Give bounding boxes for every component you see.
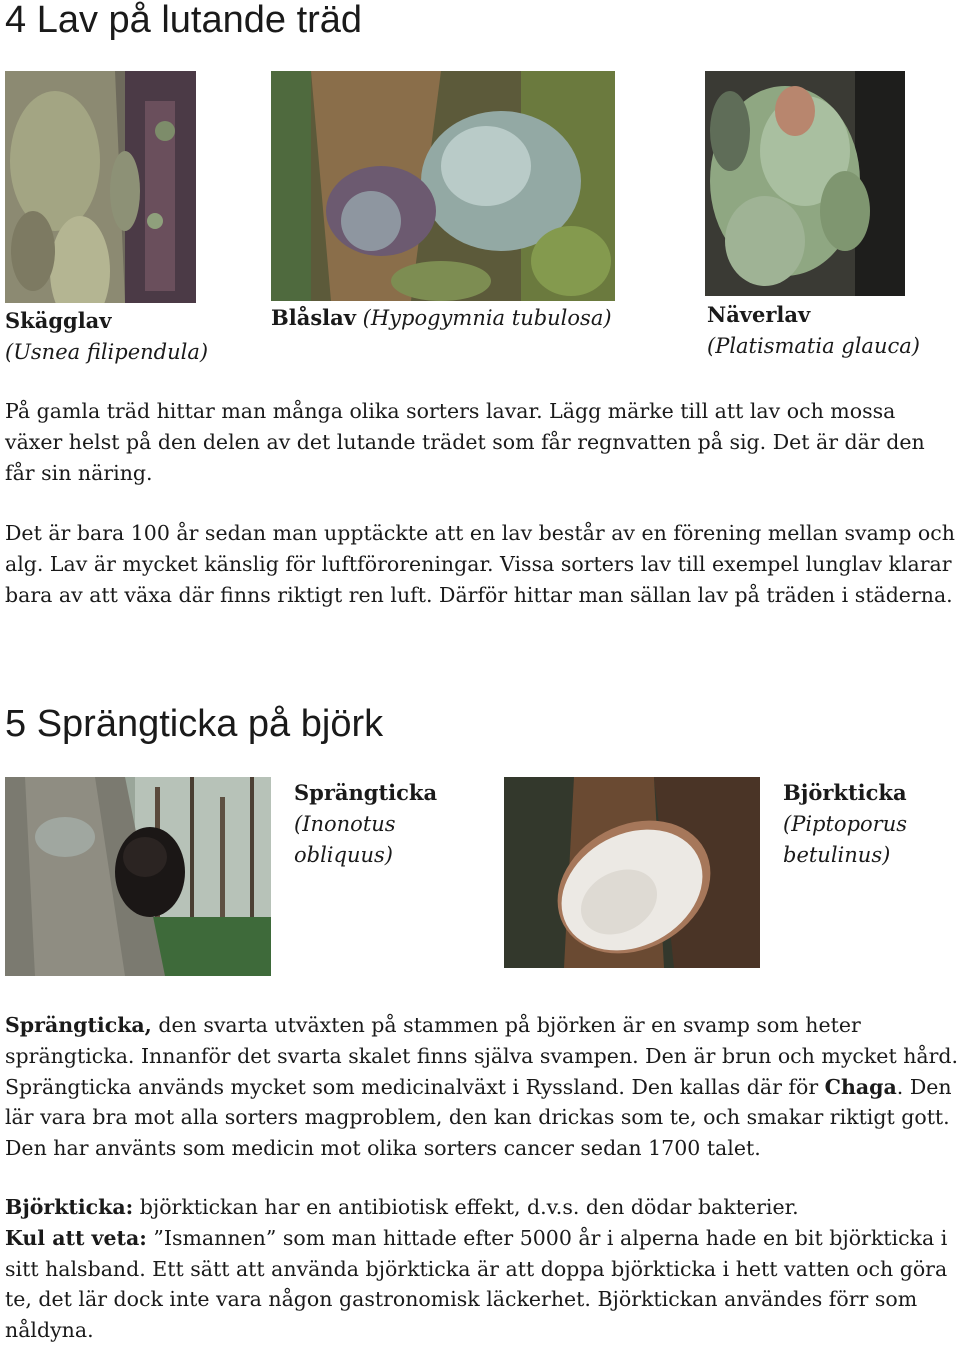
blaslav-latin: (Hypogymnia tubulosa) xyxy=(362,306,612,330)
skagglav-caption xyxy=(5,305,208,368)
sprangticka-name: Sprängticka xyxy=(294,780,438,805)
sprangticka-photo xyxy=(5,777,271,976)
bjorkticka-paragraph xyxy=(5,1192,960,1346)
section-4-paragraph-1: På gamla träd hittar man många olika sorters lavar. Lägg märke till att lav och mossa växer helst på den delen av det lutande trädet som får regnvatten på sig. Det är där den får sin näring. xyxy=(5,399,925,485)
sprangticka-text-2: . Den lär vara bra mot alla sorters magproblem, den kan drickas som te, och smakar riktigt gott. Den har använts som medicin mot olika sorters cancer sedan 1700 talet. xyxy=(5,1074,952,1161)
bjorkticka-name: Björkticka xyxy=(783,780,907,805)
kul-att-veta-text: ”Ismannen” som man hittade efter 5000 år i alperna hade en bit björkticka i sitt halsband. Ett sätt att använda björkticka är att doppa björkticka i hett vatten och göra te, det lär dock inte vara någon gastronomisk läckerhet. Björktickan användes förr som nåldyna. xyxy=(5,1225,948,1343)
sprangticka-caption xyxy=(294,777,437,871)
bjorkticka-bold-term: Björkticka: xyxy=(5,1195,134,1219)
chaga-bold-term: Chaga xyxy=(824,1074,897,1099)
skagglav-photo xyxy=(5,71,196,303)
skagglav-name: Skägglav xyxy=(5,308,112,333)
section-5-heading: 5 Sprängticka på björk xyxy=(5,703,384,745)
blaslav-photo xyxy=(271,71,615,301)
bjorkticka-latin-1: (Piptoporus xyxy=(783,812,907,836)
sprangticka-latin-2: obliquus) xyxy=(294,843,393,867)
section-4-paragraph-2: Det är bara 100 år sedan man upptäckte att en lav består av en förening mellan svamp och alg. Lav är mycket känslig för luftföroreningar. Vissa sorters lav till exempel lunglav klarar bara av att växa där finns riktigt ren luft. Därför hittar man sällan lav på träden i städerna. xyxy=(5,521,955,607)
bjorkticka-latin-2: betulinus) xyxy=(783,843,891,867)
bjorkticka-caption xyxy=(783,777,907,871)
bjorkticka-photo xyxy=(504,777,760,968)
sprangticka-bold-term: Sprängticka, xyxy=(5,1013,152,1037)
naverlav-latin: (Platismatia glauca) xyxy=(707,334,920,358)
sprangticka-text-1: den svarta utväxten på stammen på björken är en svamp som heter sprängticka. Innanför det svarta skalet finns själva svampen. Den är brun och mycket hård. Sprängticka används mycket som medicinalväxt i Ryssland. Den kallas där för xyxy=(5,1013,959,1099)
blaslav-caption xyxy=(271,302,612,334)
kul-att-veta-bold-term: Kul att veta: xyxy=(5,1225,147,1250)
bjorkticka-text: björktickan har en antibiotisk effekt, d.v.s. den dödar bakterier. xyxy=(133,1195,799,1219)
blaslav-name: Blåslav xyxy=(271,305,356,330)
sprangticka-paragraph xyxy=(5,1010,960,1164)
naverlav-photo xyxy=(705,71,905,296)
skagglav-latin: (Usnea filipendula) xyxy=(5,340,209,364)
naverlav-name: Näverlav xyxy=(707,302,811,327)
section-4-heading: 4 Lav på lutande träd xyxy=(5,0,363,41)
naverlav-caption xyxy=(707,299,920,362)
sprangticka-latin-1: (Inonotus xyxy=(294,812,396,836)
